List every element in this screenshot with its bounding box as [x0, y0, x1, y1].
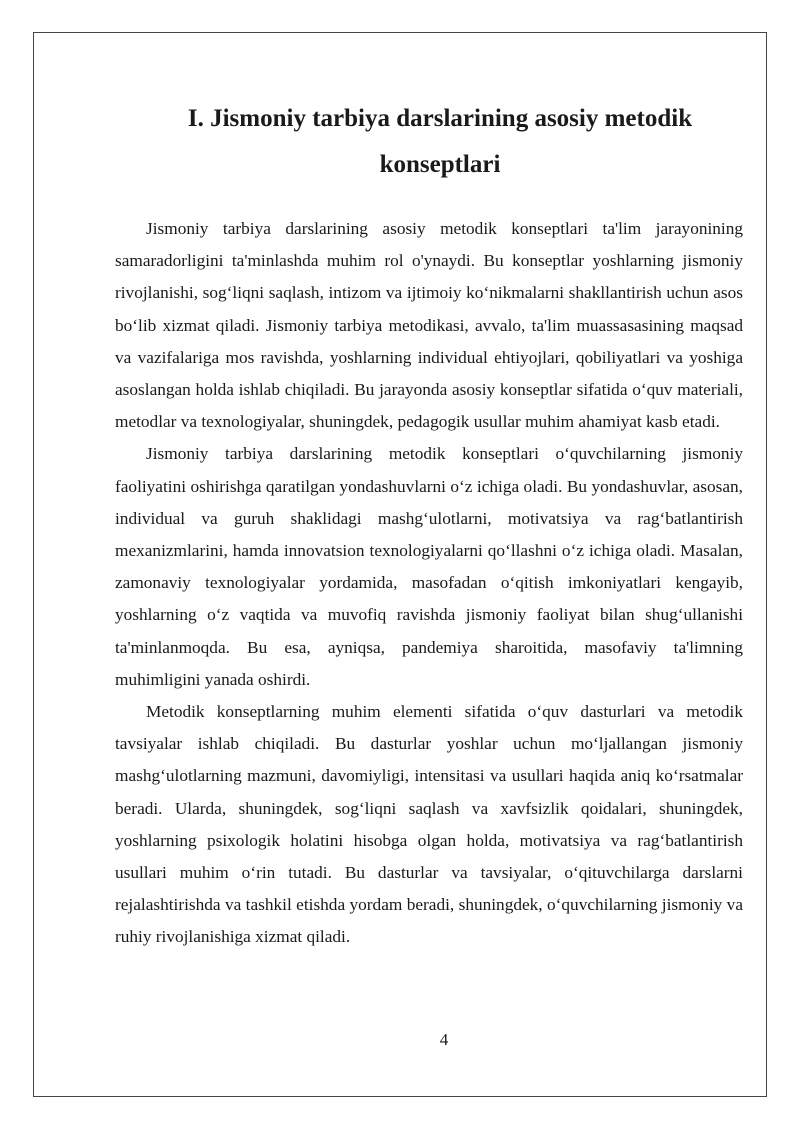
page-number: 4 — [439, 1030, 449, 1049]
section-heading — [110, 96, 760, 188]
paragraph-2: Jismoniy tarbiya darslarining metodik konseptlari o‘quvchilarning jismoniy faoliyatini oshirishga qaratilgan yondashuvlarni o‘z ichiga oladi. Bu yondashuvlar, asosan, individual va guruh shaklidagi mashg‘ulotlarni, motivatsiya va rag‘batlantirish mexanizmlarini, hamda innovatsion texnologiyalarni qo‘llashni o‘z ichiga oladi. Masalan, zamonaviy texnologiyalar yordamida, masofadan o‘qitish imkoniyatlari kengayib, yoshlarning o‘z vaqtida va muvofiq ravishda jismoniy faoliyat bilan shug‘ullanishi ta'minlanmoqda. Bu esa, ayniqsa, pandemiya sharoitida, masofaviy ta'limning muhimligini yanada oshirdi. — [115, 444, 743, 689]
heading-line-1: I. Jismoniy tarbiya darslarining asosiy metodik — [187, 105, 693, 132]
paragraph-1: Jismoniy tarbiya darslarining asosiy metodik konseptlari ta'lim jarayonining samaradorligini ta'minlashda muhim rol o'ynaydi. Bu konseptlar yoshlarning jismoniy rivojlanishi, sog‘liqni saqlash, intizom va ijtimoiy ko‘nikmalarni shakllantirish uchun asos bo‘lib xizmat qiladi. Jismoniy tarbiya metodikasi, avvalo, ta'lim muassasasining maqsad va vazifalariga mos ravishda, yoshlarning individual ehtiyojlari, qobiliyatlari va yoshiga asoslangan holda ishlab chiqiladi. Bu jarayonda asosiy konseptlar sifatida o‘quv materiali, metodlar va texnologiyalar, shuningdek, pedagogik usullar muhim ahamiyat kasb etadi. — [115, 219, 743, 432]
body-text — [115, 213, 743, 954]
heading-line-2: konseptlari — [379, 151, 501, 178]
paragraph-3: Metodik konseptlarning muhim elementi sifatida o‘quv dasturlari va metodik tavsiyalar ishlab chiqiladi. Bu dasturlar yoshlar uchun mo‘ljallangan jismoniy mashg‘ulotlarning mazmuni, davomiyligi, intensitasi va usullari haqida aniq ko‘rsatmalar beradi. Ularda, shuningdek, sog‘liqni saqlash va xavfsizlik qoidalari, shuningdek, yoshlarning psixologik holatini hisobga olgan holda, motivatsiya va rag‘batlantirish usullari muhim o‘rin tutadi. Bu dasturlar va tavsiyalar, o‘qituvchilarga darslarni rejalashtirishda va tashkil etishda yordam beradi, shuningdek, o‘quvchilarning jismoniy va ruhiy rivojlanishiga xizmat qiladi. — [115, 702, 743, 947]
